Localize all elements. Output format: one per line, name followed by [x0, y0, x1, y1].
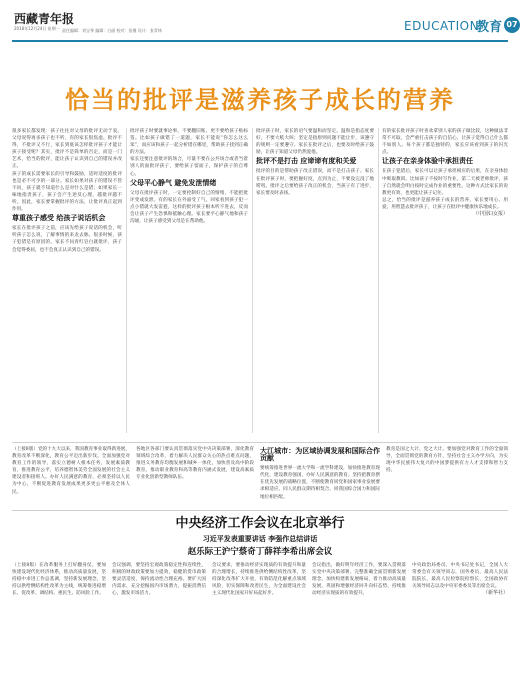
news-article-column-1: （上接8版）在改革服务上打好翻身仗。要加快建设现代化经济体系，推动高质量发展，坚持稳中求进工作总基调，坚持新发展理念，坚持以供给侧结构性改革为主线，统筹推进稳增长、促改革、调结构、惠民生、防风险工作。 [12, 563, 106, 597]
paragraph: 各地区各部门要认真贯彻落实党中央决策部署，深化教育领域综合改革，着力解决人民群众关心的热点难点问题，推进义务教育均衡发展和城乡一体化，加快普及高中阶段教育，推动职业教育和高等教育内涵式发展，建设高素质专业化创新型教师队伍。 [136, 447, 254, 481]
subhead: 大江城市：为区域协调发展和国际合作贡献 [260, 447, 380, 463]
main-article-column-3 [256, 128, 374, 438]
paragraph: 很多家长都发现：孩子往往对父母的批评无动于衷，父母说得再多孩子也不听，有的家长很焦虑。批评不得，不批评又不行，家长到底该怎样批评孩子才能让孩子接受呢？其实，批评不是简单的否定，而是一门艺术，恰当的批评，能让孩子认识到自己的错误并改正。 [12, 129, 122, 170]
paragraph: 中央政治局委员、中央书记处书记，全国人大常委会有关领导同志，国务委员，最高人民法院院长，最高人民检察院检察长，全国政协有关领导同志以及中央军委委员等出席会议。 [412, 563, 508, 590]
subhead: 批评不是打击 应谛谛有度和关爱 [256, 157, 357, 166]
news-headline: 中央经济工作会议在北京举行 [175, 516, 345, 531]
paragraph: 在孩子犯错后，家长可以让孩子承担相应的后果，在亲身体验中吸取教训。比如孩子不按时写作业，第二天被老师批评，孩子自然就会明白按时完成作业的重要性。这种方式比家长的说教更有效，也更能让孩子记住。 [382, 169, 508, 196]
continued-article-column-1: （上接8版）党的十九大以来，我国教育事业取得新进展，教育改革不断深化，教育公平迈出新步伐。全面加强党对教育工作的领导，落实立德树人根本任务，发展素质教育，推进教育公平，培养德智体美劳全面发展的社会主义建设者和接班人。办好人民满意的教育，必须坚持以人民为中心，不断促进教育发展成果更多更公平惠及全体人民。 [12, 447, 130, 495]
continued-article-column-2 [136, 446, 254, 508]
paragraph: 要统筹推进世界一流大学和一流学科建设，加快推进教育现代化，建设教育强国，办好人民满意的教育。坚持把教育摆在优先发展的战略位置，不断使教育同党和国家事业发展要求相适应、同人民群众期待相契合、同我国综合国力和国际地位相匹配。 [260, 466, 380, 500]
news-article-column-2: 会议强调，要坚持宏观政策稳定性和连续性，积极的财政政策要加力提效，稳健的货币政策要灵活适度，保持流动性合理充裕。要扩大国内需求，充分挖掘国内市场潜力，提振消费信心，激发市场活力。 [112, 563, 206, 597]
section-label-cn: 教育 [476, 20, 503, 35]
paragraph: 批评孩子时要就事论事，不要翻旧账，更不要给孩子贴标签。比如孩子做错了一道题，家长不能说“你怎么这么笨”，而应该和孩子一起分析错在哪里，帮助孩子找到正确的方法。 [130, 129, 248, 156]
paragraph: 父母在批评孩子时，一定要控制好自己的情绪，不能把批评变成发泄。有的家长在外面受了气，回家看到孩子犯一点小错就大发雷霆，这样的批评孩子根本听不进去，反而会让孩子产生恐惧和抵触心理。家长要平心静气地和孩子沟通，让孩子感受到父母是在帮助他。 [130, 190, 248, 225]
main-article-column-2 [130, 128, 248, 438]
paragraph: 家长还要注意批评的场合，尽量不要在公共场合或者当着别人的面批评孩子，要给孩子留面子，保护孩子的自尊心。 [130, 157, 248, 177]
column-divider [252, 128, 253, 433]
section-label-en: EDUCATION [404, 19, 480, 33]
news-article-column-5 [412, 562, 508, 694]
paragraph: 批评孩子时，家长的语气要温和而坚定。温和是指态度要好，不要大吼大叫；坚定是指原则问题不能让步，该遵守的规则一定要遵守。家长在批评之后，也要及时给孩子鼓励，让孩子知道父母仍然爱他。 [256, 129, 374, 156]
editor-credits: 责任编辑：刘宝琴 编辑：白丽 校对：张继 设计：张青林 [62, 28, 162, 33]
subhead: 尊重孩子感受 给孩子说话机会 [12, 214, 106, 223]
main-headline: 恰当的批评是滋养孩子成长的营养 [65, 86, 455, 114]
page-header [0, 0, 520, 46]
header-rule [12, 40, 508, 42]
paragraph: 孩子的成长需要家长的引导和鼓励，适时适度的批评也是必不可少的一部分。家长如果对孩子的错误不管不问，孩子就不知道什么是对什么是错；如果家长一味地指责孩子，孩子会产生逆反心理，越批评越不听。因此，家长要掌握批评的方法，让批评真正起到作用。 [12, 171, 122, 213]
byline: （中国妇女报） [472, 211, 508, 218]
masthead: 西藏青年报 [14, 12, 75, 26]
news-subheadline: 习近平发表重要讲话 李强作总结讲话 [202, 535, 318, 543]
subhead: 让孩子在亲身体验中承担责任 [382, 157, 473, 166]
paragraph: 总之，恰当的批评是滋养孩子成长的营养，家长要用心、用爱、用智慧去批评孩子，让孩子在批评中健康快乐地成长。 [382, 197, 508, 210]
column-divider [126, 128, 127, 433]
paragraph: 家长在批评孩子之前，应该先给孩子说话的机会，听听孩子怎么说，了解事情的来龙去脉。很多时候，孩子犯错是有原因的，家长不问青红皂白就批评，孩子会觉得委屈，也不会真正认识到自己的错误。 [12, 226, 122, 253]
section-divider [12, 510, 508, 511]
column-divider [378, 128, 379, 433]
paragraph: 有的家长批评孩子时喜欢拿别人家的孩子做比较，这种做法非常不可取，会严重打击孩子的自信心，让孩子觉得自己什么都不如别人。每个孩子都是独特的，家长应该看到孩子的闪光点。 [382, 129, 508, 156]
continued-article-column-3 [260, 446, 380, 508]
news-article-column-3: 会议要求，要推动经济实现质的有效提升和量的合理增长，持续推进供给侧结构性改革，坚持深化改革扩大开放，有效防范化解重点领域风险，切实保障和改善民生，为全面建设社会主义现代化国家开好局起好步。 [212, 563, 306, 597]
section-divider [12, 442, 508, 443]
main-article-column-4 [382, 128, 508, 438]
byline: （新华社） [482, 590, 508, 597]
main-article-column-1 [12, 128, 122, 438]
page-number-badge: 07 [504, 17, 520, 33]
issue-date: 2018年12月24日 星期一 [14, 26, 60, 31]
news-article-column-4: 会议指出，做好明年经济工作，要深入贯彻落实党中央决策部署，完整准确全面贯彻新发展理念，加快构建新发展格局，着力推动高质量发展，巩固和增强经济回升向好态势，持续推动经济实现质的有效提升。 [312, 563, 406, 597]
subhead: 父母平心静气 避免发泄情绪 [130, 178, 217, 187]
news-subheadline: 赵乐际王沪宁蔡奇丁薛祥李希出席会议 [187, 547, 333, 557]
paragraph: 批评的目的是帮助孩子改正错误，而不是打击孩子。家长在批评孩子时，要把握好度，点到为止，不要没完没了地唠叨。批评之后要给孩子改正的机会，当孩子有了进步，家长要及时表扬。 [256, 169, 374, 196]
continued-article-column-4: 教育是国之大计、党之大计。要加强党对教育工作的全面领导，全面贯彻党的教育方针，坚持社会主义办学方向，为实现中华民族伟大复兴的中国梦提供有力人才支撑和智力支持。 [386, 447, 508, 474]
